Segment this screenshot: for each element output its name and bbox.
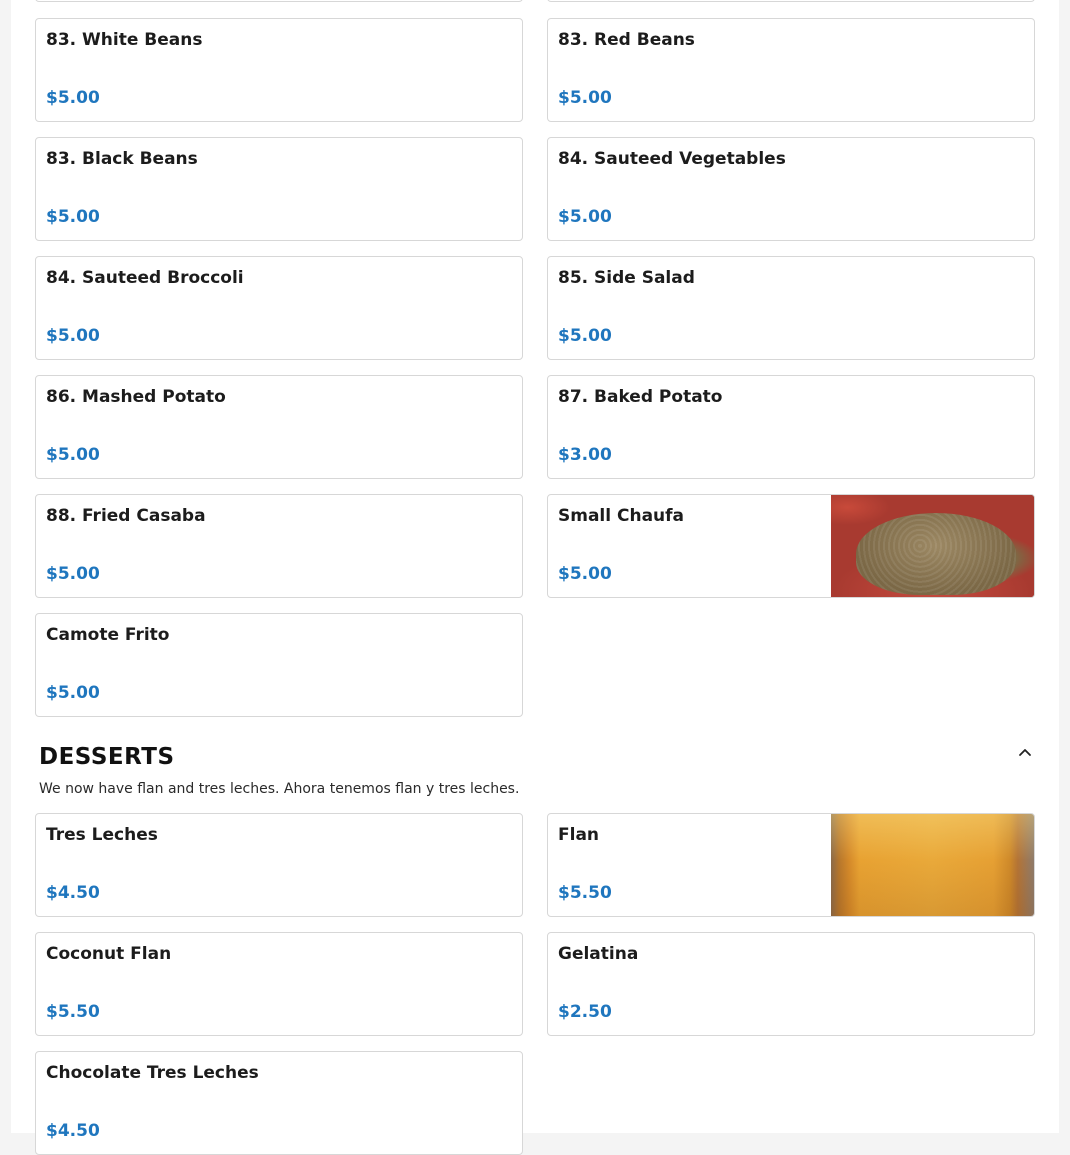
item-name: 84. Sauteed Vegetables xyxy=(558,149,786,169)
item-name: Tres Leches xyxy=(46,825,158,845)
item-price: $5.00 xyxy=(46,88,100,108)
item-name: 85. Side Salad xyxy=(558,268,695,288)
menu-item-card[interactable] xyxy=(547,932,1035,1036)
item-price: $5.00 xyxy=(46,326,100,346)
menu-item-card[interactable] xyxy=(547,494,1035,598)
menu-page xyxy=(11,0,1059,1141)
item-name: 86. Mashed Potato xyxy=(46,387,226,407)
item-name: Gelatina xyxy=(558,944,639,964)
menu-item-card[interactable] xyxy=(35,256,523,360)
flan-photo xyxy=(831,814,1034,916)
fried-rice-photo xyxy=(831,495,1034,597)
item-price: $4.50 xyxy=(46,1121,100,1141)
item-price: $2.50 xyxy=(558,1002,612,1022)
item-price: $5.00 xyxy=(46,683,100,703)
menu-item-card[interactable] xyxy=(35,613,523,717)
menu-item-card[interactable] xyxy=(547,813,1035,917)
item-price: $5.00 xyxy=(558,88,612,108)
section-title-desserts: DESSERTS xyxy=(39,744,175,770)
menu-item-card[interactable] xyxy=(547,375,1035,479)
item-name: Coconut Flan xyxy=(46,944,172,964)
menu-item-card[interactable] xyxy=(35,932,523,1036)
menu-item-card[interactable] xyxy=(35,137,523,241)
menu-item-card[interactable] xyxy=(35,494,523,598)
menu-item-card-partial[interactable] xyxy=(35,0,523,2)
item-price: $5.00 xyxy=(46,445,100,465)
item-name: 84. Sauteed Broccoli xyxy=(46,268,244,288)
item-name: Flan xyxy=(558,825,600,845)
menu-item-card[interactable] xyxy=(547,18,1035,122)
item-price: $5.00 xyxy=(558,326,612,346)
item-name: Camote Frito xyxy=(46,625,170,645)
menu-item-card[interactable] xyxy=(35,375,523,479)
chevron-up-icon xyxy=(1013,740,1037,764)
menu-item-card-partial[interactable] xyxy=(547,0,1035,2)
item-price: $3.00 xyxy=(558,445,612,465)
menu-item-card[interactable] xyxy=(35,813,523,917)
item-name: 83. Black Beans xyxy=(46,149,198,169)
item-price: $4.50 xyxy=(46,883,100,903)
item-name: 83. Red Beans xyxy=(558,30,695,50)
item-price: $5.50 xyxy=(558,883,612,903)
item-price: $5.50 xyxy=(46,1002,100,1022)
item-price: $5.00 xyxy=(558,207,612,227)
item-price: $5.00 xyxy=(46,207,100,227)
item-name: Small Chaufa xyxy=(558,506,685,526)
menu-item-card[interactable] xyxy=(547,137,1035,241)
item-price: $5.00 xyxy=(46,564,100,584)
menu-item-card[interactable] xyxy=(547,256,1035,360)
item-name: 83. White Beans xyxy=(46,30,203,50)
section-collapse-button[interactable] xyxy=(1013,740,1037,764)
item-price: $5.00 xyxy=(558,564,612,584)
item-name: 88. Fried Casaba xyxy=(46,506,206,526)
section-description: We now have flan and tres leches. Ahora tenemos flan y tres leches. xyxy=(39,781,520,797)
menu-item-card[interactable] xyxy=(35,18,523,122)
item-name: Chocolate Tres Leches xyxy=(46,1063,259,1083)
menu-item-card[interactable] xyxy=(35,1051,523,1155)
item-name: 87. Baked Potato xyxy=(558,387,723,407)
